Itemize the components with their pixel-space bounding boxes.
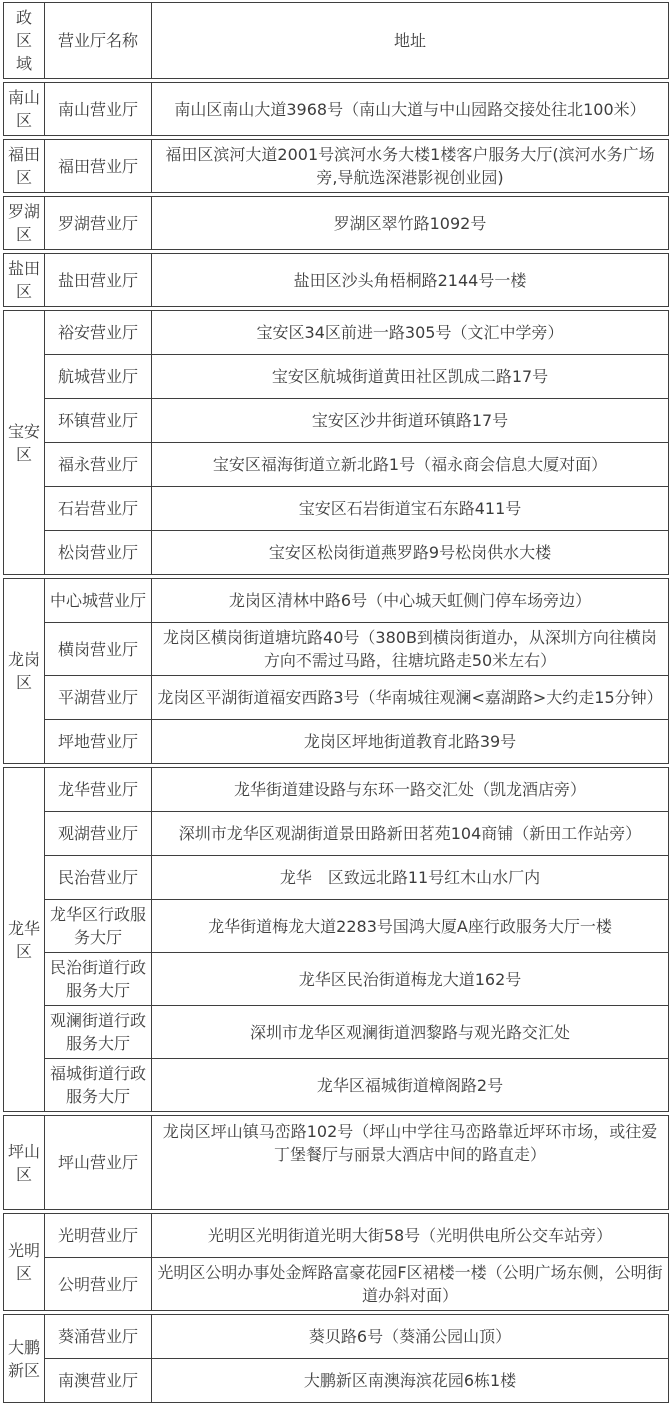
hall-name-cell: 公明营业厅 [45,1258,152,1311]
address-cell: 光明区公明办事处金辉路富豪花园F区裙楼一楼（公明广场东侧，公明街道办斜对面） [152,1258,669,1311]
hall-name-cell: 葵涌营业厅 [45,1315,152,1359]
address-cell: 龙华街道梅龙大道2283号国鸿大厦A座行政服务大厅一楼 [152,900,669,953]
hall-name-cell: 龙华区行政服务大厅 [45,900,152,953]
table-row [4,311,669,355]
hall-name-cell: 龙华营业厅 [45,768,152,812]
table-row [4,140,669,193]
table-row [4,768,669,812]
hall-name-cell: 光明营业厅 [45,1214,152,1258]
address-cell: 深圳市龙华区观湖街道景田路新田茗苑104商铺（新田工作站旁） [152,812,669,856]
hall-name-cell: 航城营业厅 [45,355,152,399]
district-section [3,1213,669,1311]
table-row [4,443,669,487]
column-header-address: 地址 [152,3,669,79]
hall-name-cell: 福永营业厅 [45,443,152,487]
hall-name-cell: 观澜街道行政服务大厅 [45,1006,152,1059]
district-section [3,578,669,764]
hall-name-cell: 盐田营业厅 [45,254,152,307]
hall-name-cell: 民治街道行政服务大厅 [45,953,152,1006]
header-row [4,3,669,79]
district-section [3,1314,669,1403]
district-section [3,253,669,307]
table-row [4,900,669,953]
hall-name-cell: 坪地营业厅 [45,720,152,764]
address-cell: 大鹏新区南澳海滨花园6栋1楼 [152,1359,669,1403]
district-cell: 宝安区 [4,311,45,575]
address-cell: 宝安区沙井街道环镇路17号 [152,399,669,443]
district-section [3,139,669,193]
address-cell: 宝安区34区前进一路305号（文汇中学旁） [152,311,669,355]
district-section [3,82,669,136]
table-row [4,676,669,720]
district-cell: 龙岗区 [4,579,45,764]
hall-name-cell: 福田营业厅 [45,140,152,193]
hall-name-cell: 横岗营业厅 [45,623,152,676]
table-row [4,1359,669,1403]
district-cell: 大鹏新区 [4,1315,45,1403]
table-row [4,720,669,764]
hall-name-cell: 南澳营业厅 [45,1359,152,1403]
table-row [4,254,669,307]
table-row [4,531,669,575]
district-cell: 坪山区 [4,1116,45,1210]
column-header-hall-name: 营业厅名称 [45,3,152,79]
table-row [4,487,669,531]
address-cell: 龙华区民治街道梅龙大道162号 [152,953,669,1006]
table-row [4,579,669,623]
table-row [4,1059,669,1112]
table-row [4,953,669,1006]
table-row [4,1258,669,1311]
address-cell: 宝安区松岗街道燕罗路9号松岗供水大楼 [152,531,669,575]
address-cell: 龙岗区清林中路6号（中心城天虹侧门停车场旁边） [152,579,669,623]
hall-name-cell: 裕安营业厅 [45,311,152,355]
address-cell: 龙岗区横岗街道塘坑路40号（380B到横岗街道办，从深圳方向往横岗方向不需过马路，往塘坑路走50米左右） [152,623,669,676]
table-row [4,355,669,399]
table-row [4,1214,669,1258]
table-row [4,623,669,676]
district-cell: 光明区 [4,1214,45,1311]
district-section [3,310,669,575]
table-row [4,1315,669,1359]
hall-name-cell: 松岗营业厅 [45,531,152,575]
branch-directory-table [3,82,669,1403]
hall-name-cell: 民治营业厅 [45,856,152,900]
address-cell: 盐田区沙头角梧桐路2144号一楼 [152,254,669,307]
address-cell: 葵贝路6号（葵涌公园山顶） [152,1315,669,1359]
table-row [4,83,669,136]
district-section [3,1115,669,1210]
district-cell: 罗湖区 [4,197,45,250]
address-cell: 龙华街道建设路与东环一路交汇处（凯龙酒店旁） [152,768,669,812]
address-cell: 光明区光明街道光明大街58号（光明供电所公交车站旁） [152,1214,669,1258]
district-cell: 盐田区 [4,254,45,307]
address-cell: 福田区滨河大道2001号滨河水务大楼1楼客户服务大厅(滨河水务广场旁,导航选深港影视创业园) [152,140,669,193]
hall-name-cell: 罗湖营业厅 [45,197,152,250]
district-cell: 龙华区 [4,768,45,1112]
table-row [4,812,669,856]
hall-name-cell: 平湖营业厅 [45,676,152,720]
hall-name-cell: 环镇营业厅 [45,399,152,443]
address-cell: 南山区南山大道3968号（南山大道与中山园路交接处往北100米） [152,83,669,136]
address-cell: 龙华区福城街道樟阁路2号 [152,1059,669,1112]
hall-name-cell: 福城街道行政服务大厅 [45,1059,152,1112]
table-row [4,856,669,900]
address-cell: 龙岗区坪地街道教育北路39号 [152,720,669,764]
hall-name-cell: 观湖营业厅 [45,812,152,856]
district-cell: 福田区 [4,140,45,193]
table-row [4,399,669,443]
table-row [4,197,669,250]
address-cell: 龙华 区致远北路11号红木山水厂内 [152,856,669,900]
header-section [3,2,669,79]
district-cell: 南山区 [4,83,45,136]
table-row [4,1116,669,1210]
hall-name-cell: 南山营业厅 [45,83,152,136]
table-row [4,1006,669,1059]
hall-name-cell: 石岩营业厅 [45,487,152,531]
district-section [3,767,669,1112]
address-cell: 龙岗区坪山镇马峦路102号（坪山中学往马峦路靠近坪环市场，或往爱丁堡餐厅与丽景大酒店中间的路直走） [152,1116,669,1210]
district-section [3,196,669,250]
address-cell: 宝安区石岩街道宝石东路411号 [152,487,669,531]
column-header-district: 政区域 [4,3,45,79]
address-cell: 罗湖区翠竹路1092号 [152,197,669,250]
address-cell: 龙岗区平湖街道福安西路3号（华南城往观澜<嘉湖路>大约走15分钟） [152,676,669,720]
address-cell: 深圳市龙华区观澜街道泗黎路与观光路交汇处 [152,1006,669,1059]
hall-name-cell: 中心城营业厅 [45,579,152,623]
hall-name-cell: 坪山营业厅 [45,1116,152,1210]
address-cell: 宝安区福海街道立新北路1号（福永商会信息大厦对面） [152,443,669,487]
address-cell: 宝安区航城街道黄田社区凯成二路17号 [152,355,669,399]
